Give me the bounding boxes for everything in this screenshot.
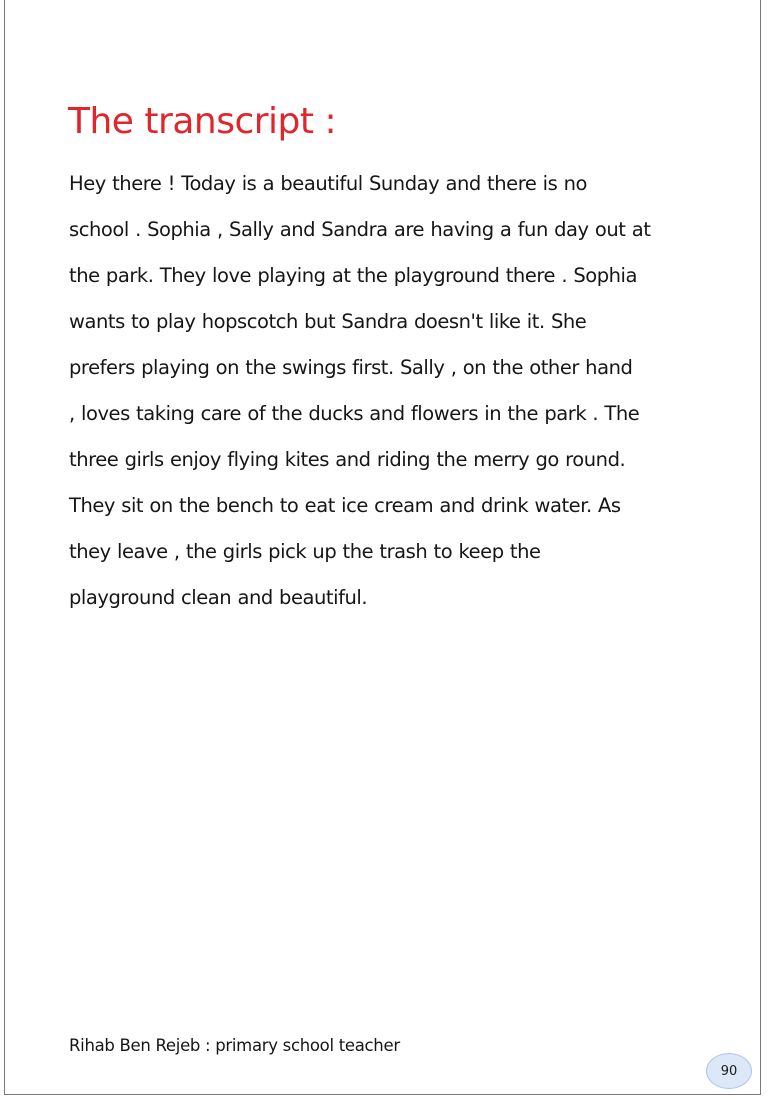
transcript-line: playground clean and beautiful. — [69, 586, 368, 609]
transcript-line: prefers playing on the swings first. Sally , on the other hand — [69, 356, 633, 379]
transcript-line: the park. They love playing at the playground there . Sophia — [69, 264, 638, 287]
page-number-badge: 90 — [706, 1053, 752, 1089]
transcript-line: They sit on the bench to eat ice cream and drink water. As — [69, 494, 621, 517]
transcript-line: , loves taking care of the ducks and flowers in the park . The — [69, 402, 640, 425]
transcript-title: The transcript : — [68, 101, 337, 142]
transcript-line: Hey there ! Today is a beautiful Sunday and there is no — [69, 172, 587, 195]
transcript-line: they leave , the girls pick up the trash to keep the — [69, 540, 541, 563]
author-credit: Rihab Ben Rejeb : primary school teacher — [69, 1036, 400, 1055]
transcript-line: school . Sophia , Sally and Sandra are having a fun day out at — [69, 218, 651, 241]
transcript-body — [69, 166, 709, 626]
transcript-line: wants to play hopscotch but Sandra doesn't like it. She — [69, 310, 587, 333]
transcript-line: three girls enjoy flying kites and riding the merry go round. — [69, 448, 626, 471]
